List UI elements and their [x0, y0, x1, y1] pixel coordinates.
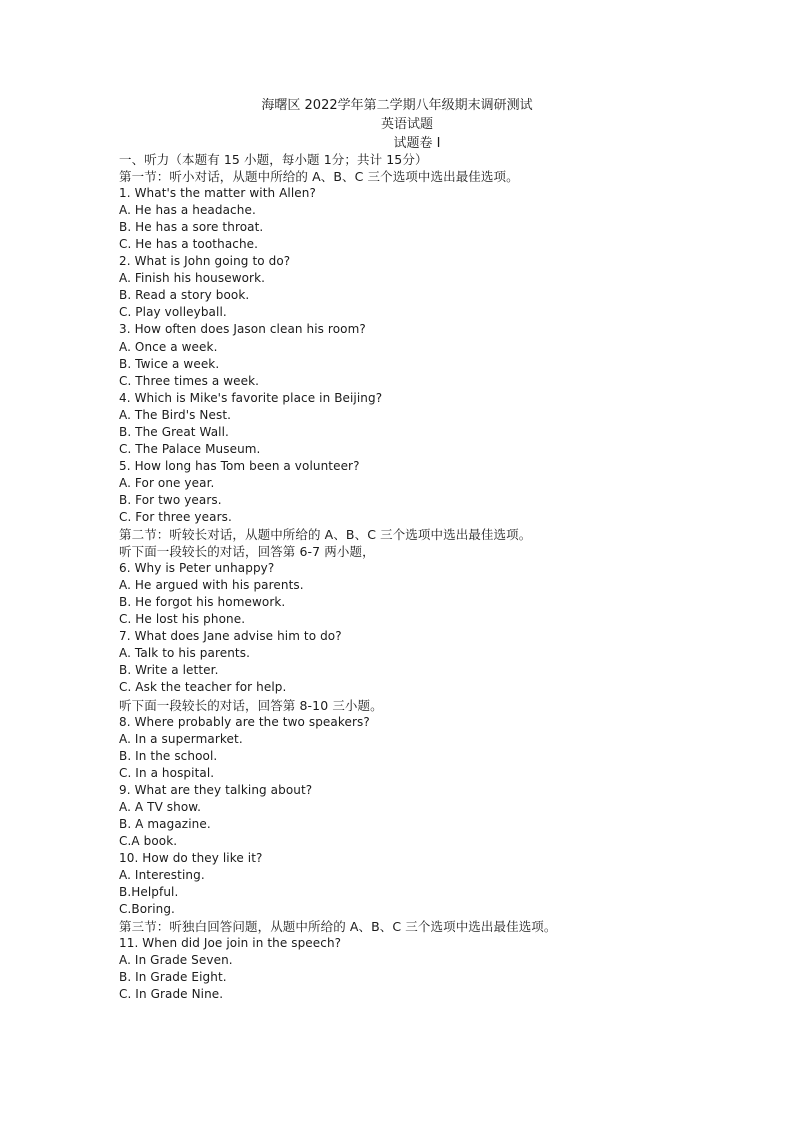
exam-title: 海曙区 2022学年第二学期八年级期末调研测试: [261, 98, 533, 113]
option: B. In the school.: [119, 748, 218, 763]
option: C.A book.: [119, 833, 178, 848]
question: 10. How do they like it?: [119, 850, 263, 865]
section-instruction: 第二节：听较长对话，从题中所给的 A、B、C 三个选项中选出最佳选项。: [119, 527, 532, 543]
option: A. In a supermarket.: [119, 731, 243, 746]
sub-instruction: 听下面一段较长的对话，回答第 6-7 两小题，: [119, 544, 375, 560]
option: B. Write a letter.: [119, 663, 219, 678]
question: 2. What is John going to do?: [119, 254, 291, 269]
option: A. Finish his housework.: [119, 271, 266, 286]
question: 1. What's the matter with Allen?: [119, 186, 316, 201]
exam-subject: 英语试题: [380, 117, 433, 132]
option: C. For three years.: [119, 509, 232, 524]
option: C. Play volleyball.: [119, 305, 227, 320]
question: 11. When did Joe join in the speech?: [119, 936, 342, 951]
option: A. A TV show.: [119, 799, 202, 814]
question: 4. Which is Mike's favorite place in Beijing?: [119, 390, 383, 405]
section-instruction: 第三节：听独白回答问题，从题中所给的 A、B、C 三个选项中选出最佳选项。: [119, 919, 557, 935]
option: A. In Grade Seven.: [119, 953, 233, 968]
option: B. Twice a week.: [119, 356, 220, 371]
option: B. The Great Wall.: [119, 424, 229, 439]
question: 3. How often does Jason clean his room?: [119, 322, 366, 337]
question: 7. What does Jane advise him to do?: [119, 629, 342, 644]
option: C. He has a toothache.: [119, 237, 259, 252]
option: C. The Palace Museum.: [119, 441, 261, 456]
sub-instruction: 听下面一段较长的对话，回答第 8-10 三小题。: [119, 697, 383, 713]
option: A. He has a headache.: [119, 203, 256, 218]
option: C.Boring.: [119, 902, 175, 917]
option: C. In Grade Nine.: [119, 987, 224, 1002]
option: A. Talk to his parents.: [119, 646, 250, 661]
option: C. He lost his phone.: [119, 612, 246, 627]
option: C. Ask the teacher for help.: [119, 680, 287, 695]
option: A. Interesting.: [119, 867, 205, 882]
section-instruction: 第一节：听小对话，从题中所给的 A、B、C 三个选项中选出最佳选项。: [119, 169, 519, 185]
option: C. Three times a week.: [119, 373, 260, 388]
section-heading: 一、听力（本题有 15 小题，每小题 1分；共计 15分）: [119, 152, 428, 167]
option: B. Read a story book.: [119, 288, 250, 303]
option: B. A magazine.: [119, 816, 211, 831]
option: B.Helpful.: [119, 885, 179, 900]
exam-paper-label: 试题卷 I: [393, 136, 441, 151]
question: 8. Where probably are the two speakers?: [119, 714, 370, 729]
option: B. He has a sore throat.: [119, 220, 264, 235]
option: C. In a hospital.: [119, 765, 215, 780]
option: A. For one year.: [119, 475, 215, 490]
option: B. For two years.: [119, 492, 222, 507]
question: 6. Why is Peter unhappy?: [119, 561, 275, 576]
question: 9. What are they talking about?: [119, 782, 313, 797]
option: A. The Bird's Nest.: [119, 407, 232, 422]
question: 5. How long has Tom been a volunteer?: [119, 458, 360, 473]
option: A. Once a week.: [119, 339, 218, 354]
option: B. In Grade Eight.: [119, 970, 227, 985]
exam-header: [0, 96, 794, 153]
exam-content: [119, 151, 759, 1003]
option: A. He argued with his parents.: [119, 578, 304, 593]
option: B. He forgot his homework.: [119, 595, 286, 610]
